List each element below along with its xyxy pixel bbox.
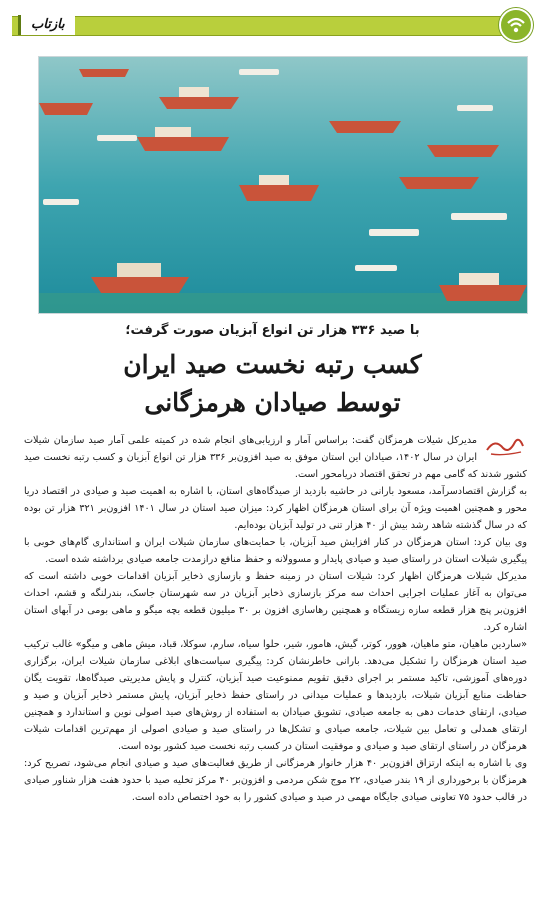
article-kicker: با صید ۳۳۶ هزار تن انواع آبزیان صورت گرفت؛ (125, 323, 420, 338)
paragraph: مدیرکل شیلات هرمزگان اظهار کرد: شیلات استان در زمینه حفظ و بازسازی ذخایر آبزیان اقدامات خوبی داشته است که می‌توان به آغاز عملیات اجرایی احداث سه مرکز بازسازی ذخایر آبزیان در سه شهرستان جاسک، بندرلنگه و قشم، احداث افزون‌بر پنج هزار قطعه سازه زیستگاه و همچنین رهاسازی افزون بر ۳۰ میلیون قطعه بچه میگو و ماهی بومی در آبهای استان اشاره کرد. (24, 571, 527, 633)
title-line-1: کسب رتبه نخست صید ایران (123, 350, 422, 379)
article-title (12, 346, 533, 422)
header-bar (12, 16, 511, 36)
paragraph: «ساردین ماهیان، متو ماهیان، هوور، کوتر، گیش، هامور، شیر، حلوا سیاه، سارم، سوکلا، قباد، میش ماهی و میگو» غالب ترکیب صید استان هرمزگان را تشکیل می‌دهد. بارانی خاطرنشان کرد: پیگیری سیاست‌های ابلاغی سازمان شیلات ایران، برگزاری دوره‌های آموزشی، تاکید مستمر بر اجرای دقیق تقویم ممنوعیت صید آبزیان، کنترل و پایش مدیریتی صیدگاه‌ها، تقویت یگان حفاظت منابع آبزیان شیلات، بازدیدها و عملیات میدانی در راستای حفظ ذخایر آبزیان، پایش مستمر ذخایر آبزیان و صید و صیادی، ارتقای خدمات دهی به جامعه صیادی، تشویق صیادان به استفاده از روش‌های صید اصولی نوین و استاندارد و همچنین ارتقای همدلی و تعامل بین شیلات، جامعه صیادی و تشکل‌ها در راستای صید و صیادی اصولی از مهم‌ترین اقدامات شیلات هرمزگان در راستای ارتقای صید و صیادی و موفقیت استان در کسب رتبه نخست صید کشور بوده است. (24, 639, 527, 752)
section-label: بازتاب (18, 15, 75, 35)
title-line-2: توسط صیادان هرمزگانی (144, 388, 401, 417)
wifi-icon (499, 8, 533, 42)
article-body (12, 432, 533, 806)
paragraph: وی با اشاره به اینکه ارتزاق افزون‌بر ۴۰ هزار خانوار هرمزگانی از طریق فعالیت‌های صید و صیادی انجام می‌شود، تصریح کرد: هرمزگان با برخورداری از ۱۹ بندر صیادی، ۲۲ موج شکن مردمی و افزون‌بر ۴۰ مرکز تخلیه صید با حدود هفت هزار شناور صیادی در قالب حدود ۷۵ تعاونی صیادی جایگاه مهمی در صید و صیادی کشور را به خود اختصاص داده است. (24, 758, 527, 803)
section-header (12, 8, 533, 40)
paragraph: مدیرکل شیلات هرمزگان گفت: براساس آمار و ارزیابی‌های انجام شده در کمیته علمی آمار صید سازمان شیلات ایران در سال ۱۴۰۲، صیادان این استان موفق به صید افزون‌بر ۳۳۶ هزار تن انواع آبزیان و کسب رتبه نخست صید کشور شدند که گامی مهم در تحقق اقتصاد دریامحور است. (24, 435, 527, 480)
boats-photo (38, 56, 528, 314)
source-logo (483, 434, 527, 458)
paragraph: به گزارش اقتصادسرآمد، مسعود بارانی در حاشیه بازدید از صیدگاه‌های استان، با اشاره به اهمیت صید و صیادی در اقتصاد دریا محور و همچنین اهمیت ویژه آن برای استان هرمزگان اظهار کرد: میزان صید استان در سال ۱۴۰۱ افزون‌بر ۳۲۱ هزار تن بوده که در سال گذشته شاهد رشد بیش از ۴۰ هزار تنی در تولید آبزیان بوده‌ایم. (24, 486, 527, 531)
paragraph: وی بیان کرد: استان هرمزگان در کنار افزایش صید آبزیان، با حمایت‌های سازمان شیلات ایران و استانداری گام‌های خوبی با پیگیری شیلات استان در راستای صید و صیادی پایدار و مسوولانه و حفظ منافع درازمدت جامعه صیادی برداشته شده است. (24, 537, 527, 565)
